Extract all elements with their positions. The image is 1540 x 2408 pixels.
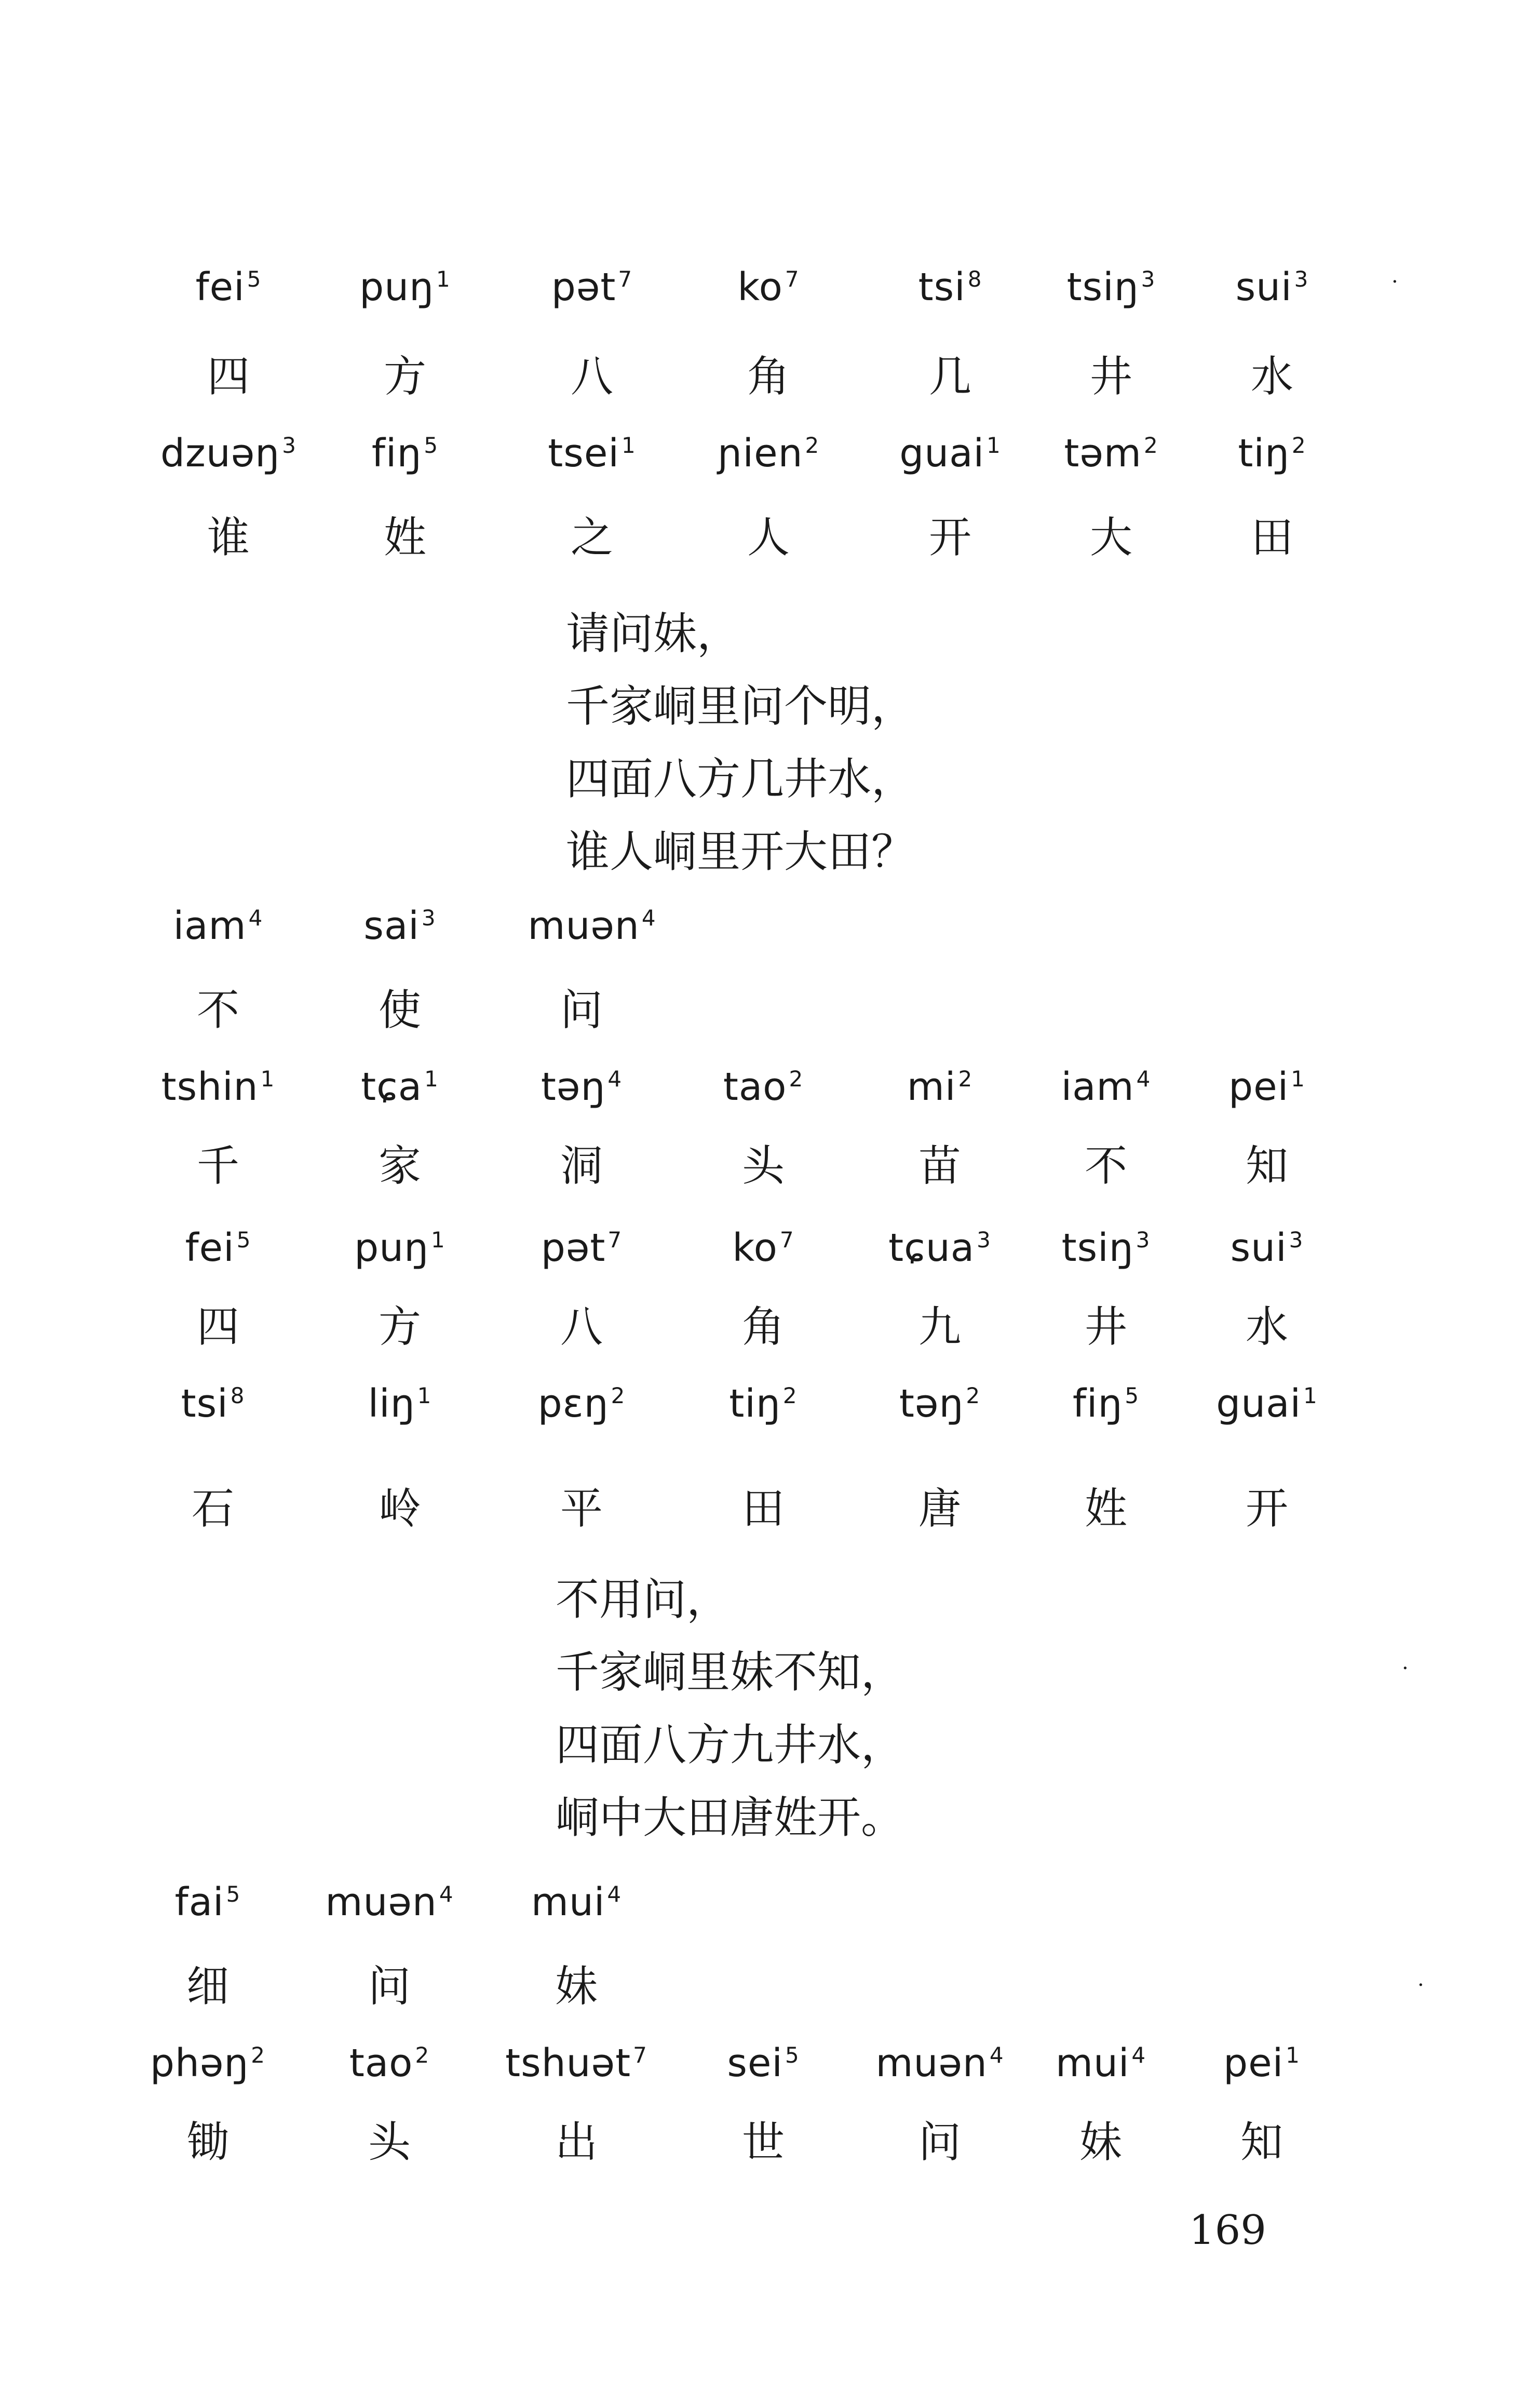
syllable: tsei$^1$ (548, 431, 636, 476)
syllable: pei$^1$ (1228, 1065, 1305, 1109)
syllable: $ko^7$ (737, 265, 800, 310)
page-number: 169 (1189, 2207, 1266, 2254)
character: 不 (196, 986, 239, 1035)
romanization-row (0, 1226, 1540, 1288)
character: 四 (196, 1302, 239, 1352)
character: 世 (741, 2118, 785, 2167)
character: 田 (1250, 513, 1293, 562)
syllable: muən$^4$ (875, 2041, 1004, 2086)
character: 八 (570, 352, 613, 401)
character: 水 (1245, 1302, 1288, 1352)
syllable: pət$^7$ (551, 265, 633, 310)
romanization-row (0, 2041, 1540, 2103)
character: 大 (1089, 513, 1132, 562)
syllable: sui$^3$ (1230, 1226, 1304, 1270)
character: 知 (1240, 2118, 1283, 2167)
romanization-row (0, 431, 1540, 493)
character: 问 (560, 986, 603, 1035)
verse-line: 四面八方九井水， (556, 1719, 905, 1770)
character: 水 (1250, 352, 1293, 401)
syllable: sei$^5$ (727, 2041, 800, 2086)
character: 几 (928, 352, 971, 401)
verse-line: 请问妹， (566, 608, 741, 659)
character: 井 (1084, 1302, 1127, 1352)
verse-line: 四面八方几井水， (566, 754, 915, 804)
character: 头 (368, 2118, 411, 2167)
syllable: pət$^7$ (541, 1226, 623, 1270)
character: 八 (560, 1302, 603, 1352)
syllable: tiŋ$^2$ (1238, 431, 1306, 476)
character: 千 (196, 1141, 239, 1191)
scan-speck: · (1417, 1973, 1424, 1997)
syllable: puŋ$^1$ (354, 1226, 445, 1270)
character: 开 (1245, 1484, 1288, 1533)
romanization-row (0, 1065, 1540, 1127)
syllable: mui$^4$ (531, 1880, 622, 1925)
character: 角 (747, 352, 790, 401)
character: 方 (383, 352, 426, 401)
syllable: muən$^4$ (528, 904, 656, 948)
character: 岭 (378, 1484, 421, 1533)
syllable: fiŋ$^5$ (1072, 1381, 1140, 1426)
syllable: fai$^5$ (174, 1880, 241, 1925)
syllable: iam$^4$ (1061, 1065, 1151, 1109)
character: 平 (560, 1484, 603, 1533)
character: 问 (918, 2118, 961, 2167)
syllable: dzuəŋ$^3$ (160, 431, 296, 476)
syllable: tsiŋ$^3$ (1061, 1226, 1151, 1270)
syllable: tɕa$^1$ (361, 1065, 439, 1109)
syllable: iam$^4$ (173, 904, 263, 948)
character: 出 (555, 2118, 598, 2167)
syllable: tao$^2$ (723, 1065, 804, 1109)
character-row (0, 1953, 1540, 2015)
syllable: mui$^4$ (1055, 2041, 1146, 2086)
syllable: tshuət$^7$ (505, 2041, 647, 2086)
translation-verse (556, 1563, 904, 1854)
syllable: fei$^5$ (185, 1226, 251, 1270)
character: 细 (186, 1962, 229, 2011)
syllable: pɛŋ$^2$ (537, 1381, 626, 1426)
character-row (0, 1293, 1540, 1355)
syllable: guai$^1$ (899, 431, 1001, 476)
syllable: $ko^7$ (732, 1226, 794, 1270)
verse-line: 千家峒里问个明， (566, 681, 915, 732)
character: 九 (918, 1302, 961, 1352)
romanization-row (0, 1880, 1540, 1942)
character-row (0, 976, 1540, 1039)
character: 姓 (1084, 1484, 1127, 1533)
romanization-row (0, 265, 1540, 327)
scan-speck: · (1402, 1657, 1409, 1680)
character: 唐 (918, 1484, 961, 1533)
character: 田 (741, 1484, 785, 1533)
character-row (0, 343, 1540, 405)
character: 角 (741, 1302, 785, 1352)
verse-line: 千家峒里妹不知， (556, 1647, 905, 1698)
verse-line: 不用问， (556, 1574, 731, 1625)
verse-line: 峒中大田唐姓开。 (556, 1792, 905, 1843)
character-row (0, 2108, 1540, 2171)
syllable: muən$^4$ (325, 1880, 454, 1925)
character: 妹 (555, 1962, 598, 2011)
romanization-row (0, 904, 1540, 966)
syllable: təŋ$^4$ (541, 1065, 623, 1109)
character: 人 (747, 513, 790, 562)
syllable: ɲien$^2$ (717, 431, 820, 476)
character-row (0, 504, 1540, 566)
syllable: təm$^2$ (1064, 431, 1158, 476)
character: 石 (191, 1484, 234, 1533)
syllable: sui$^3$ (1235, 265, 1309, 310)
syllable: guai$^1$ (1216, 1381, 1318, 1426)
character: 开 (928, 513, 971, 562)
syllable: fiŋ$^5$ (371, 431, 439, 476)
syllable: pei$^1$ (1223, 2041, 1300, 2086)
character: 井 (1089, 352, 1132, 401)
character: 苗 (918, 1141, 961, 1191)
verse-line: 谁人峒里开大田？ (566, 826, 915, 877)
syllable: tshin$^1$ (161, 1065, 275, 1109)
character: 不 (1084, 1141, 1127, 1191)
syllable: tsi$^8$ (918, 265, 982, 310)
character: 问 (368, 1962, 411, 2011)
character: 使 (378, 986, 421, 1035)
syllable: tao$^2$ (349, 2041, 430, 2086)
scan-speck: · (1392, 270, 1398, 294)
character: 妹 (1079, 2118, 1122, 2167)
syllable: fei$^5$ (195, 265, 262, 310)
character: 家 (378, 1141, 421, 1191)
character: 洞 (560, 1141, 603, 1191)
character: 方 (378, 1302, 421, 1352)
syllable: tɕua$^3$ (888, 1226, 991, 1270)
character: 谁 (207, 513, 250, 562)
character: 知 (1245, 1141, 1288, 1191)
syllable: puŋ$^1$ (359, 265, 451, 310)
syllable: təŋ$^2$ (899, 1381, 981, 1426)
syllable: tiŋ$^2$ (729, 1381, 798, 1426)
syllable: sai$^3$ (363, 904, 436, 948)
syllable: phəŋ$^2$ (150, 2041, 266, 2086)
romanization-row (0, 1381, 1540, 1444)
character-row (0, 1475, 1540, 1537)
syllable: tsi$^8$ (181, 1381, 245, 1426)
character: 头 (741, 1141, 785, 1191)
character: 四 (207, 352, 250, 401)
syllable: tsiŋ$^3$ (1066, 265, 1156, 310)
syllable: liŋ$^1$ (368, 1381, 432, 1426)
character: 锄 (186, 2118, 229, 2167)
translation-verse (566, 597, 915, 888)
character: 姓 (383, 513, 426, 562)
character: 之 (570, 513, 613, 562)
syllable: $mi^2$ (907, 1065, 973, 1109)
character-row (0, 1132, 1540, 1194)
